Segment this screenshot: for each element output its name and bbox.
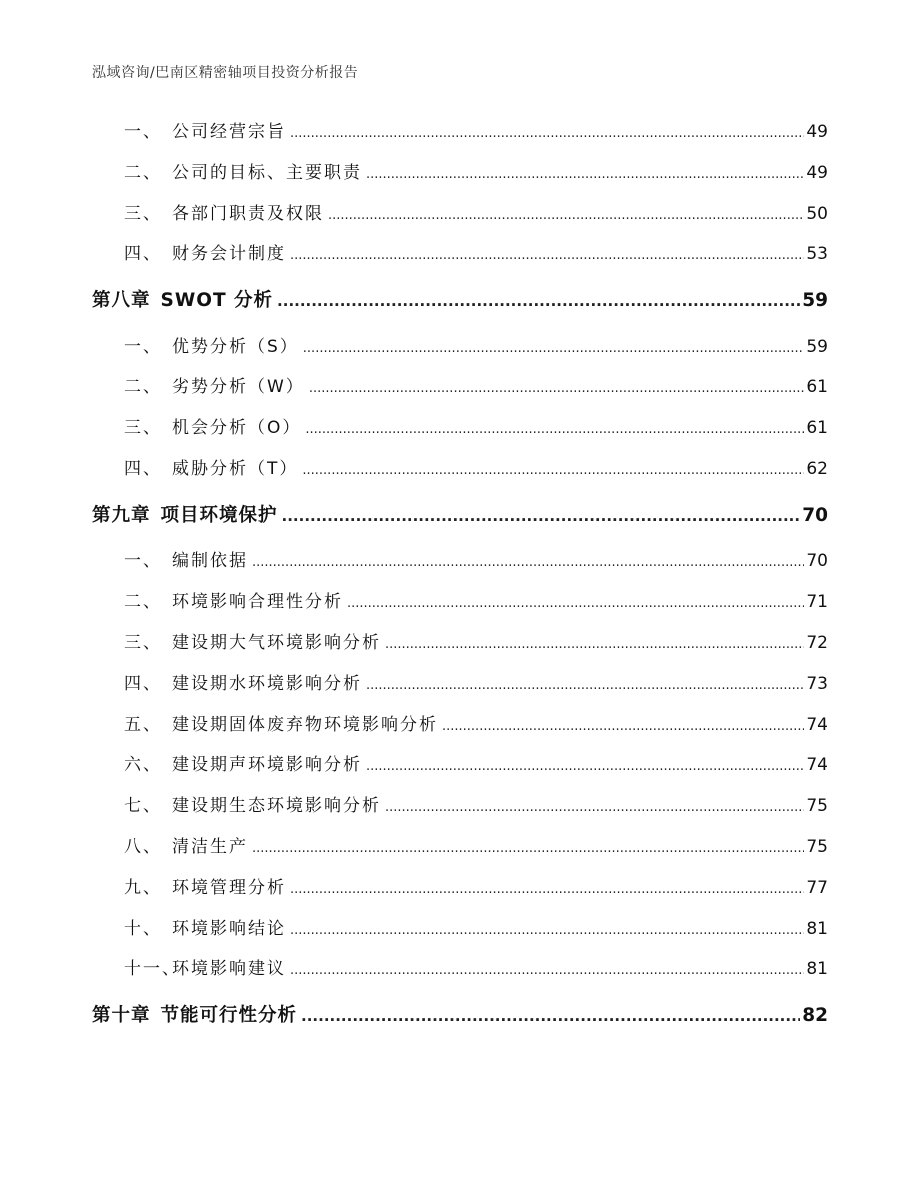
toc-entry-number: 五、 [124,714,162,735]
dot-leader [290,234,804,277]
toc-entry-title: 环境影响合理性分析 [172,592,343,613]
dot-leader [442,705,804,748]
toc-entry-title: 环境影响结论 [172,918,286,939]
dot-leader [290,909,804,952]
toc-entry-page-number: 75 [806,796,828,817]
toc-entry-title: 建设期固体废弃物环境影响分析 [172,714,438,735]
toc-section-entry[interactable] [92,909,828,950]
toc-entry-title: 建设期声环境影响分析 [172,755,362,776]
toc-entry-number: 七、 [124,796,162,817]
toc-entry-number: 二、 [124,377,162,398]
toc-entry-page-number: 73 [806,673,828,694]
toc-section-entry[interactable] [92,234,828,275]
toc-entry-title: 环境影响建议 [172,959,286,980]
toc-entry-number: 二、 [124,592,162,613]
toc-chapter-entry[interactable] [92,275,828,327]
toc-entry-number: 十一、 [124,959,181,980]
toc-entry-title: 公司经营宗旨 [172,122,286,142]
dot-leader [303,327,805,370]
toc-section-entry[interactable] [92,786,828,827]
toc-section-entry[interactable] [92,367,828,408]
toc-entry-page-number: 81 [806,959,828,980]
toc-entry-title: 建设期水环境影响分析 [172,673,362,694]
dot-leader [328,194,804,237]
toc-entry-page-number: 61 [806,418,828,439]
dot-leader [277,275,800,328]
toc-entry-page-number: 50 [806,203,828,224]
toc-entry-title: 优势分析（S） [172,336,299,357]
toc-entry-page-number: 49 [806,122,828,142]
toc-entry-number: 四、 [124,673,162,694]
toc-chapter-entry[interactable] [92,990,828,1042]
toc-section-entry[interactable] [92,623,828,664]
toc-entry-title: 机会分析（O） [172,418,302,439]
toc-section-entry[interactable] [92,327,828,368]
toc-entry-number: 一、 [124,336,162,357]
toc-section-entry[interactable] [92,449,828,490]
toc-entry-number: 九、 [124,877,162,898]
dot-leader [302,449,804,492]
toc-section-entry[interactable] [92,827,828,868]
toc-entry-number: 六、 [124,755,162,776]
toc-entry-title: 建设期大气环境影响分析 [172,632,381,653]
toc-entry-title: 编制依据 [172,551,248,572]
toc-entry-number: 三、 [124,418,162,439]
toc-entry-title: SWOT 分析 [160,290,274,312]
dot-leader [347,582,804,625]
toc-entry-title: 劣势分析（W） [172,377,305,398]
toc-chapter-entry[interactable] [92,490,828,542]
toc-entry-page-number: 70 [802,504,828,526]
toc-entry-number: 四、 [124,459,162,480]
toc-section-entry[interactable] [92,408,828,449]
toc-entry-page-number: 62 [806,459,828,480]
toc-entry-page-number: 81 [806,918,828,939]
toc-entry-page-number: 53 [806,244,828,265]
toc-entry-page-number: 61 [806,377,828,398]
toc-section-entry[interactable] [92,949,828,990]
toc-entry-page-number: 75 [806,836,828,857]
toc-entry-number: 十、 [124,918,162,939]
toc-section-entry[interactable] [92,745,828,786]
toc-section-entry[interactable] [92,153,828,194]
dot-leader [305,408,804,451]
toc-entry-number: 四、 [124,244,162,265]
toc-section-entry[interactable] [92,705,828,746]
toc-entry-number: 第九章 [92,504,151,526]
dot-leader [290,949,804,992]
toc-section-entry[interactable] [92,112,828,153]
toc-entry-title: 财务会计制度 [172,244,286,265]
dot-leader [290,112,804,155]
toc-entry-number: 三、 [124,203,162,224]
running-header: 泓域咨询/巴南区精密轴项目投资分析报告 [92,65,359,81]
toc-entry-number: 一、 [124,551,162,572]
table-of-contents [92,112,828,1042]
toc-entry-title: 环境管理分析 [172,877,286,898]
toc-entry-title: 节能可行性分析 [160,1005,298,1027]
toc-entry-page-number: 74 [806,714,828,735]
toc-entry-number: 八、 [124,836,162,857]
dot-leader [301,990,800,1043]
toc-entry-title: 威胁分析（T） [172,459,299,480]
dot-leader [309,367,805,410]
toc-entry-title: 建设期生态环境影响分析 [172,796,381,817]
dot-leader [385,623,804,666]
toc-entry-number: 第八章 [92,290,151,312]
toc-entry-number: 二、 [124,162,162,183]
toc-entry-number: 第十章 [92,1005,151,1027]
toc-entry-number: 一、 [124,122,162,142]
toc-section-entry[interactable] [92,582,828,623]
toc-entry-page-number: 59 [806,336,828,357]
toc-entry-page-number: 71 [806,592,828,613]
toc-section-entry[interactable] [92,868,828,909]
toc-entry-title: 公司的目标、主要职责 [172,162,362,183]
toc-entry-page-number: 70 [806,551,828,572]
toc-section-entry[interactable] [92,541,828,582]
dot-leader [282,490,801,543]
dot-leader [252,541,804,584]
dot-leader [366,745,804,788]
toc-entry-number: 三、 [124,632,162,653]
toc-entry-page-number: 82 [802,1005,828,1027]
toc-entry-page-number: 74 [806,755,828,776]
toc-entry-title: 清洁生产 [172,836,248,857]
toc-entry-page-number: 77 [806,877,828,898]
toc-section-entry[interactable] [92,664,828,705]
dot-leader [366,664,804,707]
toc-section-entry[interactable] [92,194,828,235]
toc-entry-page-number: 72 [806,632,828,653]
dot-leader [252,827,804,870]
toc-entry-page-number: 49 [806,162,828,183]
dot-leader [290,868,804,911]
toc-entry-page-number: 59 [802,290,828,312]
dot-leader [366,153,804,196]
toc-entry-title: 各部门职责及权限 [172,203,324,224]
toc-entry-title: 项目环境保护 [160,504,278,526]
dot-leader [385,786,804,829]
